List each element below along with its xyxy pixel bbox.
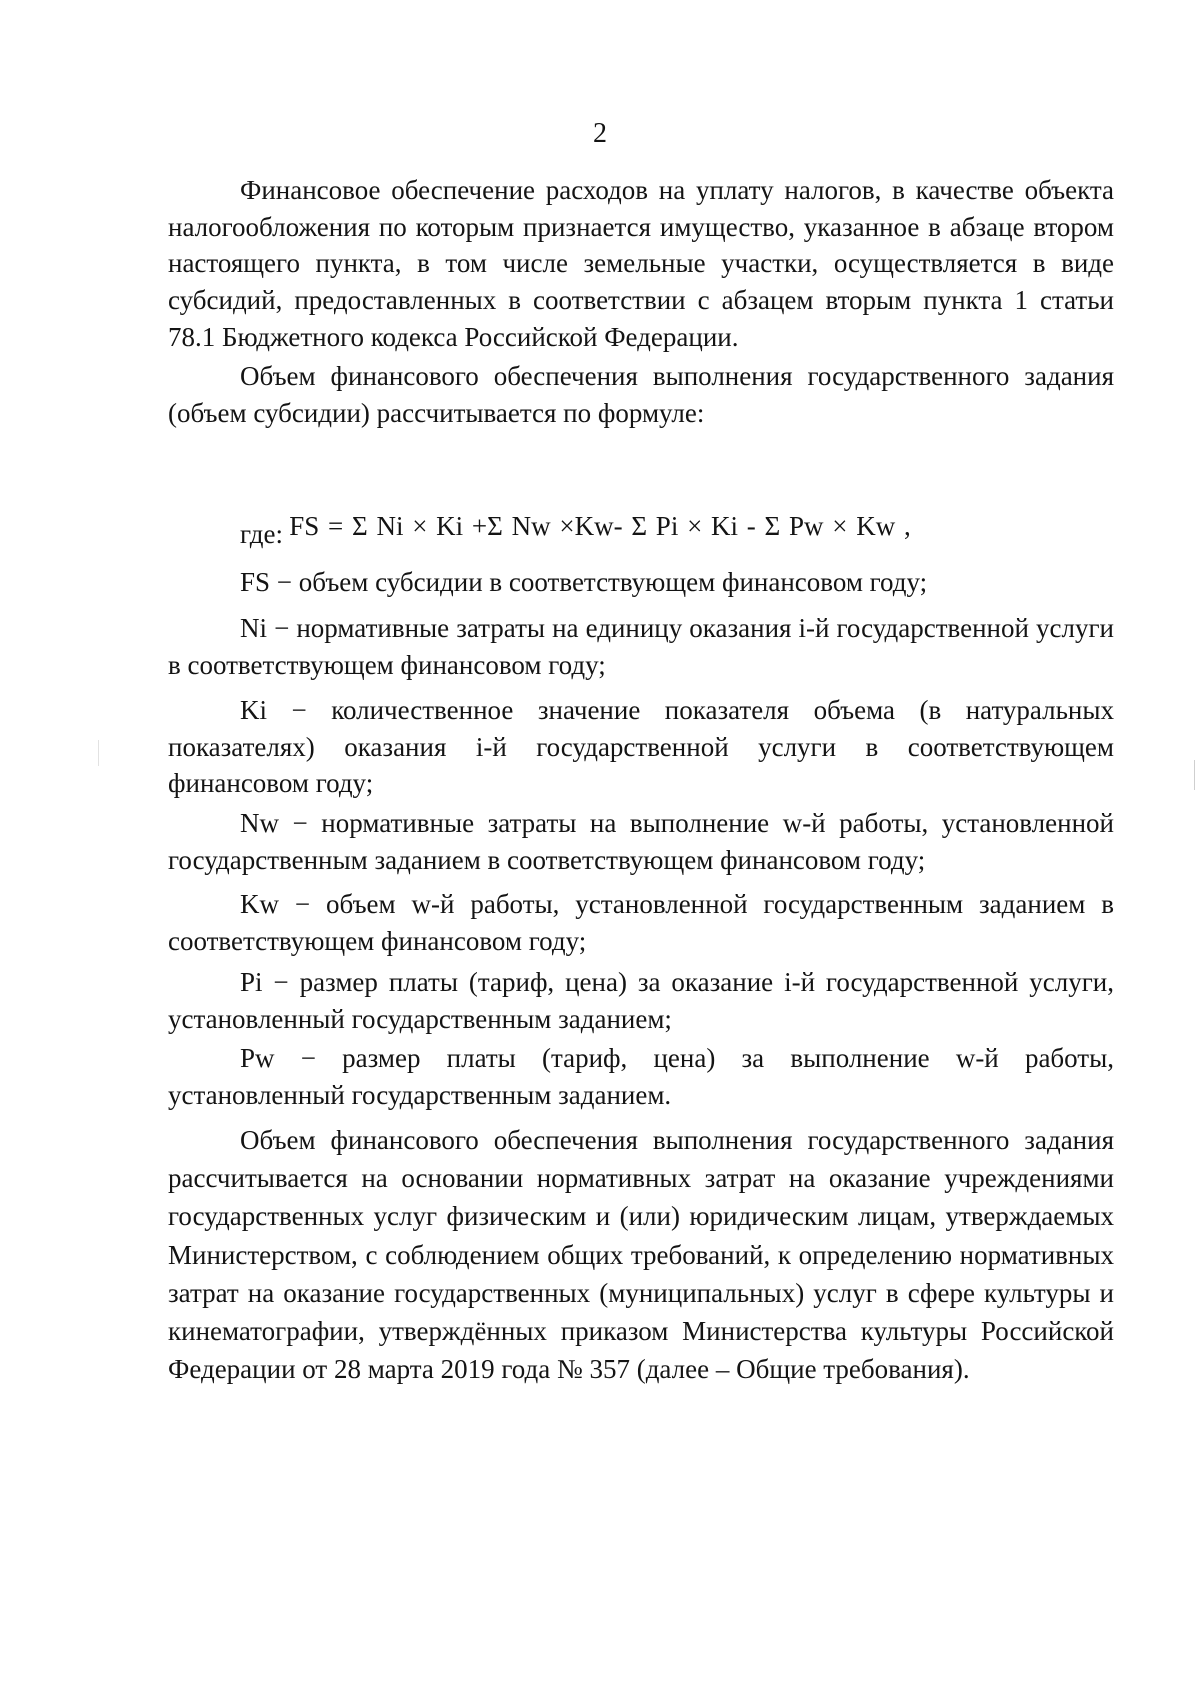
scan-edge-mark <box>1194 760 1195 790</box>
definition-ni: Ni − нормативные затраты на единицу оказания i-й государственной услуги в соответствующем финансовом году; <box>168 613 1114 680</box>
where-label: где: <box>240 519 283 549</box>
paragraph-subsidy-volume: Объем финансового обеспечения выполнения государственного задания (объем субсидии) рассчитывается по формуле: <box>168 361 1114 428</box>
paragraph-normative-costs: Объем финансового обеспечения выполнения государственного задания рассчитывается на основании нормативных затрат на оказание учреждениями государственных услуг физическим и (или) юридическим лицам, утверждаемых Министерством, с соблюдением общих требований, к определению нормативных затрат на оказание государственных (муниципальных) услуг в сфере культуры и кинематографии, утверждённых приказом Министерства культуры Российской Федерации от 28 марта 2019 года № 357 (далее – Общие требования). <box>168 1125 1114 1385</box>
scan-edge-mark <box>98 740 99 766</box>
definition-fs: FS − объем субсидии в соответствующем финансовом году; <box>240 567 928 597</box>
definition-ki: Ki − количественное значение показателя объема (в натуральных показателях) оказания i-й государственной услуги в соответствующем финансовом году; <box>168 695 1114 799</box>
definition-pw: Pw − размер платы (тариф, цена) за выполнение w-й работы, установленный государственным заданием. <box>168 1043 1114 1110</box>
subsidy-formula: FS = Σ Ni × Ki +Σ Nw ×Kw- Σ Pi × Ki - Σ Pw × Kw , <box>289 511 911 541</box>
definition-kw: Kw − объем w-й работы, установленной государственным заданием в соответствующем финансовом году; <box>168 889 1114 956</box>
definition-pi: Pi − размер платы (тариф, цена) за оказание i-й государственной услуги, установленный государственным заданием; <box>168 967 1114 1034</box>
definition-nw: Nw − нормативные затраты на выполнение w-й работы, установленной государственным заданием в соответствующем финансовом году; <box>168 808 1114 875</box>
paragraph-tax-financing: Финансовое обеспечение расходов на уплату налогов, в качестве объекта налогообложения по которым признается имущество, указанное в абзаце втором настоящего пункта, в том числе земельные участки, осуществляется в виде субсидий, предоставленных в соответствии с абзацем вторым пункта 1 статьи 78.1 Бюджетного кодекса Российской Федерации. <box>168 175 1114 352</box>
page-number: 2 <box>593 118 607 149</box>
